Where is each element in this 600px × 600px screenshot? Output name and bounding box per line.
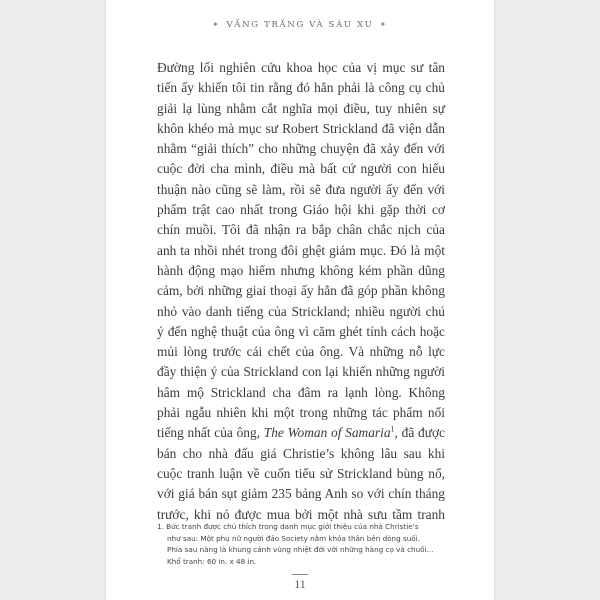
folio-rule	[292, 574, 308, 575]
body-line: đầy thiện ý của Strickland con lại khiến những người	[157, 364, 445, 380]
footnote	[157, 521, 447, 567]
body-line: chín muồi. Tôi đã nhận ra bắp chân chắc nịch của	[157, 222, 445, 238]
body-line-with-title	[157, 423, 445, 443]
body-line: với giá bán sụt giảm 235 bảng Anh so với chín tháng	[157, 486, 445, 502]
body-line-after-title: , đã được	[394, 425, 445, 441]
footnote-line: Khổ tranh: 60 in. x 48 in.	[167, 556, 257, 566]
body-text	[157, 58, 445, 525]
artwork-title: The Woman of Samaria	[263, 425, 391, 441]
body-line: cuộc đời cha mình, điều mà bất cứ người con hiếu	[157, 161, 445, 177]
footnote-reference[interactable]: 1	[390, 424, 395, 434]
body-line: cảm, bởi những giai thoại ấy hẳn đã góp phần không	[157, 283, 445, 299]
body-line: mủi lòng trước cái chết của ông. Và những nỗ lực	[157, 344, 445, 360]
body-line: phẩm trật cao nhất trong Giáo hội khi gặp thời cơ	[157, 202, 445, 218]
running-header-title: VẦNG TRĂNG VÀ SÁU XU	[226, 20, 374, 30]
footnote-line: 1. Bức tranh được chú thích trong danh mục giới thiệu của nhà Christie’s	[157, 522, 419, 531]
body-line: ý đến nghệ thuật của ông vì căm ghét tính cách hoặc	[157, 323, 445, 339]
body-line: phải ngẫu nhiên khi một trong những tác phẩm nổi	[157, 405, 445, 421]
footnote-line: như sau: Một phụ nữ người đảo Society nằm khỏa thân bên dòng suối.	[167, 533, 420, 543]
footnote-line: Phía sau nàng là khung cảnh vùng nhiệt đới với những hàng cọ và chuối...	[167, 545, 434, 555]
body-line: bán cho nhà đấu giá Christie’s không lâu sau khi	[157, 445, 445, 461]
body-line: anh ta nhồi nhét trong đôi ghệt giám mục. Đó là một	[157, 242, 445, 258]
body-line: hành động mạo hiểm nhưng không kém phần dũng	[157, 262, 445, 278]
body-line: Đường lối nghiên cứu khoa học của vị mục sư tân	[157, 60, 445, 75]
body-line: hâm mộ Strickland cha đâm ra lạnh lòng. Không	[157, 384, 445, 400]
body-line-before-title: tiếng nhất của ông,	[157, 425, 264, 441]
ornament-left-icon: ✦	[212, 20, 221, 29]
running-header	[106, 20, 494, 30]
body-line: trước, khi nó được mua bởi một nhà sưu tầm tranh	[157, 506, 445, 522]
book-page	[106, 0, 494, 600]
ornament-right-icon: ✦	[379, 20, 388, 29]
body-line: cuộc tranh luận về cuốn tiểu sử Strickland bùng nổ,	[157, 465, 445, 481]
body-line: nhỏ vào danh tiếng của Strickland; nhiều người chú	[157, 303, 445, 319]
body-line: tiến ấy khiến tôi tin rằng đó hẳn phải là công cụ chủ	[157, 80, 445, 96]
body-line: thuận nào cũng sẽ làm, rồi sẽ đưa người ấy đến với	[157, 181, 445, 197]
body-line: khôn khéo mà mục sư Robert Strickland đã viện dẫn	[157, 120, 445, 136]
page-number: 11	[294, 577, 306, 591]
body-line: nhằm “giải thích” cho những chuyện đã xảy đến với	[157, 141, 445, 157]
body-line: giải lạ lùng nhằm cắt nghĩa mọi điều, tuy nhiên sự	[157, 100, 445, 116]
